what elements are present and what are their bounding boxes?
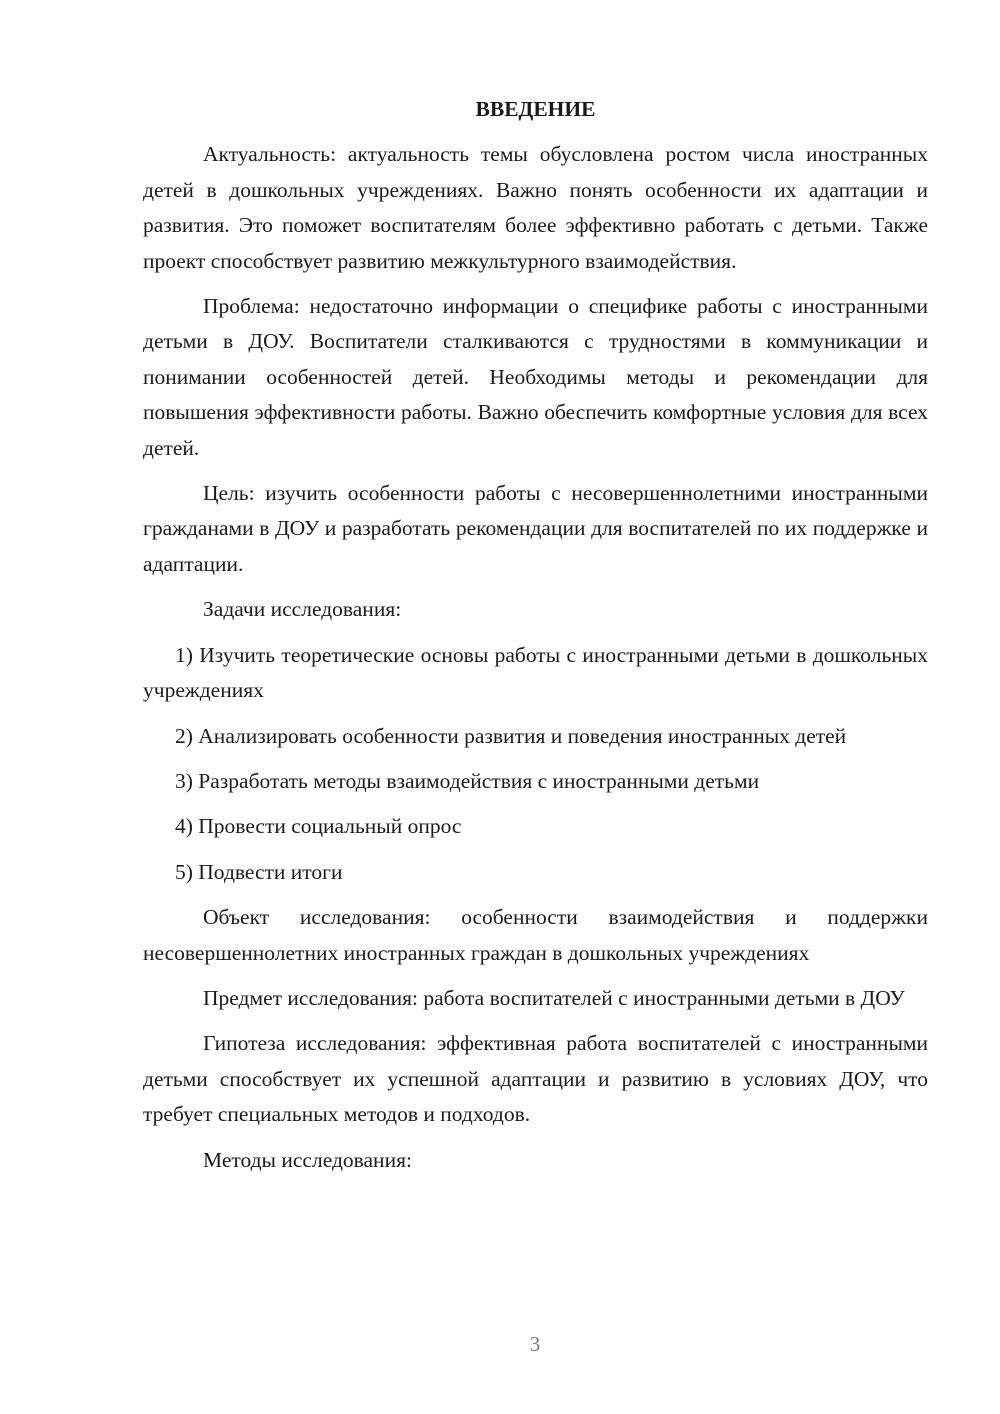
object-paragraph: Объект исследования: особенности взаимодействия и поддержки несовершеннолетних иностранных граждан в дошкольных учреждениях [143, 905, 928, 965]
problem-paragraph: Проблема: недостаточно информации о специфике работы с иностранными детьми в ДОУ. Воспитатели сталкиваются с трудностями в коммуникации и понимании особенностей детей. Необходимы методы и рекомендации для повышения эффективности работы. Важно обеспечить комфортные условия для всех детей. [143, 294, 928, 460]
subject-paragraph: Предмет исследования: работа воспитателей с иностранными детьми в ДОУ [203, 985, 905, 1010]
page-number: 3 [529, 1332, 541, 1356]
relevance-paragraph: Актуальность: актуальность темы обусловлена ростом числа иностранных детей в дошкольных учреждениях. Важно понять особенности их адаптации и развития. Это поможет воспитателям более эффективно работать с детьми. Также проект способствует развитию межкультурного взаимодействия. [143, 142, 928, 273]
goal-paragraph: Цель: изучить особенности работы с несовершеннолетними иностранными гражданами в ДОУ и разработать рекомендации для воспитателей по их поддержке и адаптации. [143, 481, 928, 576]
task-item-1: 1) Изучить теоретические основы работы с иностранными детьми в дошкольных учреждениях [143, 642, 928, 703]
hypothesis-paragraph: Гипотеза исследования: эффективная работа воспитателей с иностранными детьми способствует их успешной адаптации и развитию в условиях ДОУ, что требует специальных методов и подходов. [143, 1031, 928, 1127]
task-item-5: 5) Подвести итоги [175, 859, 343, 884]
section-title: ВВЕДЕНИЕ [475, 97, 596, 121]
task-item-2: 2) Анализировать особенности развития и поведения иностранных детей [175, 723, 847, 748]
tasks-heading: Задачи исследования: [203, 597, 402, 622]
document-page [143, 92, 928, 1188]
task-item-3: 3) Разработать методы взаимодействия с иностранными детьми [175, 768, 760, 793]
methods-heading: Методы исследования: [203, 1147, 412, 1172]
task-item-4: 4) Провести социальный опрос [175, 814, 462, 839]
